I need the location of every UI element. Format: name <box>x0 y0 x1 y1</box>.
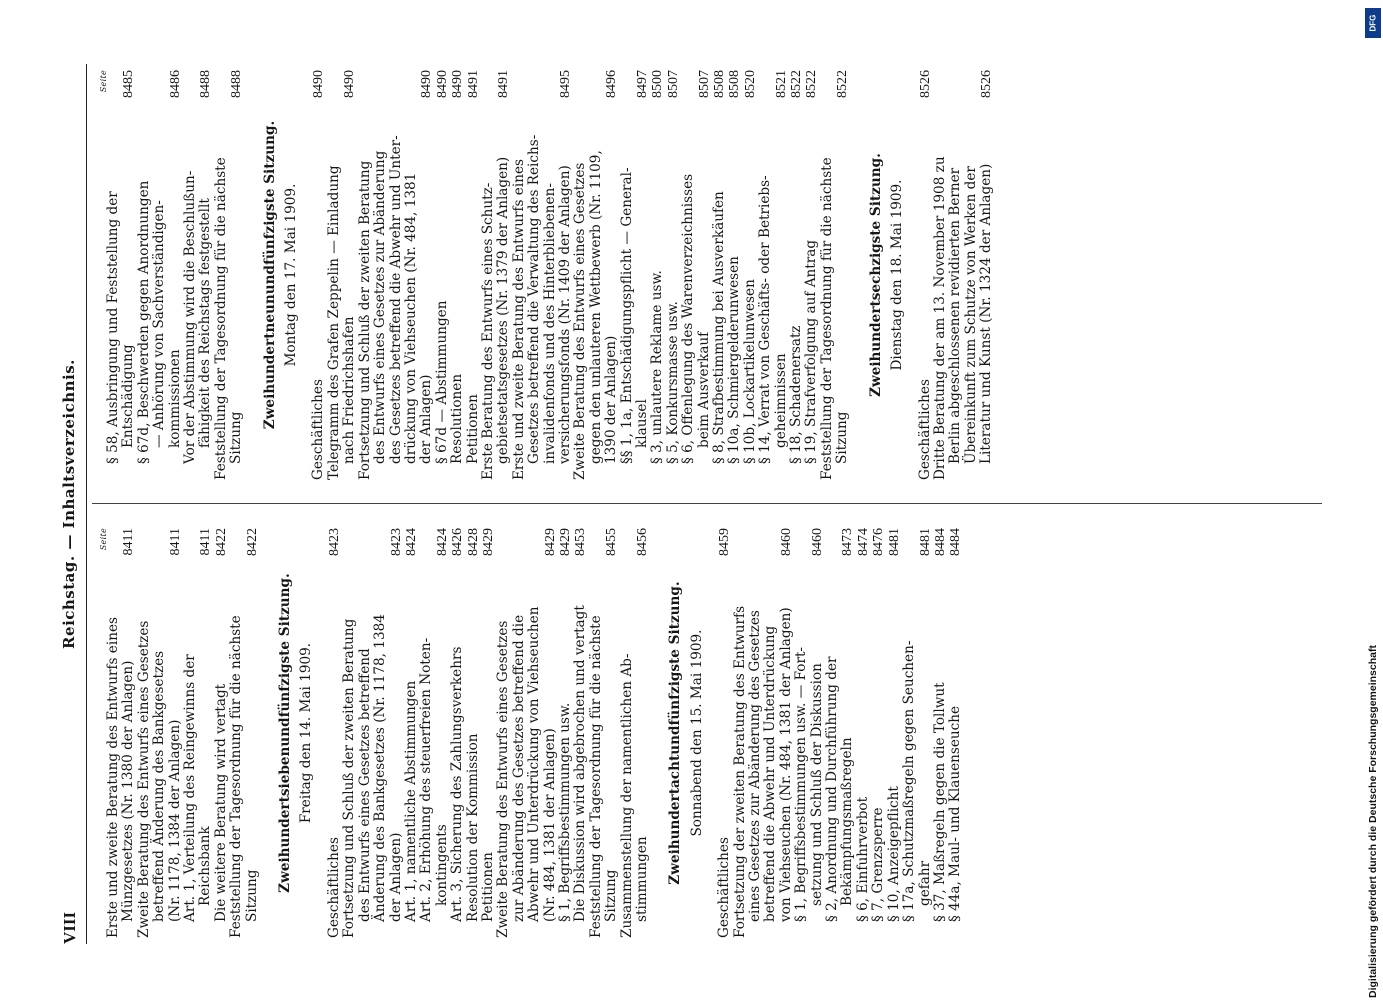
toc-entry <box>666 70 681 480</box>
toc-page-number: 8495 <box>557 70 573 98</box>
toc-entry-line: gebietsetatsgesetzes (Nr. 1379 der Anlagen) <box>495 156 512 464</box>
toc-entry <box>358 70 435 480</box>
toc-entry-text <box>419 564 450 938</box>
toc-page-number: 8490 <box>419 70 435 98</box>
toc-page-number: 8522 <box>835 70 851 98</box>
toc-entry <box>137 70 183 480</box>
toc-entry-line: des Gesetzes betreffend die Abwehr und Unter- <box>387 135 404 464</box>
toc-entry-line: § 18, Schadenersatz <box>788 325 805 464</box>
toc-entry-text <box>106 564 137 938</box>
toc-page-number: 8476 <box>871 528 887 556</box>
toc-entry-text <box>311 106 326 480</box>
toc-entry-line: Feststellung der Tagesordnung für die nächste <box>212 157 229 480</box>
toc-page-number: 8411 <box>167 528 183 556</box>
toc-entry-line: setzung und Schluß der Diskussion <box>808 663 825 906</box>
toc-entry-line: § 5, Konkursmasse usw. <box>664 301 681 464</box>
session-date: Montag den 17. Mai 1909. <box>283 183 300 367</box>
toc-entry-text <box>183 564 214 938</box>
toc-entry-text <box>733 564 795 938</box>
toc-page-number: 8422 <box>244 528 260 556</box>
toc-entry <box>481 70 512 480</box>
toc-entry <box>620 528 651 938</box>
toc-entry-line: § 1, Begriffsbestimmungen usw. <box>556 702 573 922</box>
toc-page-number: 8459 <box>717 528 733 556</box>
running-title: Reichstag. — Inhaltsverzeichnis. <box>60 359 78 649</box>
toc-entry-text <box>794 564 825 938</box>
toc-entry-line: Entschädigung <box>120 344 137 448</box>
toc-entry <box>820 70 851 480</box>
toc-entry <box>327 70 358 480</box>
toc-entry-line: Telegramm des Grafen Zeppelin — Einladung <box>325 165 342 480</box>
toc-entry-line: Geschäftliches <box>916 379 933 480</box>
toc-page-number: 8520 <box>742 70 758 98</box>
toc-entry <box>183 528 214 938</box>
toc-entry-line: kommissionen <box>166 349 183 448</box>
toc-entry <box>933 528 948 938</box>
toc-entry-line: § 2, Anordnung und Durchführung der <box>824 656 841 922</box>
toc-page-number: 8500 <box>650 70 666 98</box>
toc-entry <box>743 70 758 480</box>
toc-page-number: 8473 <box>840 528 856 556</box>
toc-entry-line: Die weitere Beratung wird vertagt <box>212 683 229 922</box>
toc-entry-line: des Entwurfs eines Gesetzes zur Abänderung <box>372 150 389 464</box>
toc-entry-text <box>496 564 558 938</box>
toc-entry-line: Zusammenstellung der namentlichen Ab- <box>618 653 635 938</box>
toc-entry <box>902 528 933 938</box>
toc-entry-text <box>229 564 260 938</box>
toc-entry-line: Literatur und Kunst (Nr. 1324 der Anlagen) <box>978 163 995 464</box>
toc-entry-text <box>137 564 183 938</box>
toc-entry-line: fähigkeit des Reichstags festgestellt <box>197 198 214 448</box>
toc-entry-line: eines Gesetzes zur Abänderung des Gesetzes <box>747 610 764 922</box>
toc-page-number: 8426 <box>450 528 466 556</box>
toc-entry-text <box>789 106 804 480</box>
toc-entry-text <box>435 106 450 480</box>
toc-entry-line: von Viehseuchen (Nr. 484, 1381 der Anlagen) <box>777 607 794 922</box>
toc-entry <box>871 528 886 938</box>
toc-entry-line: Bekämpfungsmaßregeln <box>839 737 856 906</box>
toc-entry-text <box>902 564 933 938</box>
page-header <box>58 64 84 944</box>
toc-entry-line: Fortsetzung und Schluß der zweiten Beratung <box>356 160 373 480</box>
toc-entry-text <box>918 106 933 480</box>
toc-page-number: 8526 <box>979 70 995 98</box>
toc-entry-line: § 67d, Beschwerden gegen Anordnungen <box>135 180 152 464</box>
toc-entry <box>573 528 588 938</box>
toc-entry-line: Berlin abgeschlossenen revidierten Berner <box>947 167 964 464</box>
toc-entry-line: beim Ausverkauf <box>695 331 712 448</box>
session-date: Freitag den 14. Mai 1909. <box>298 642 315 824</box>
toc-page-number: 8429 <box>557 528 573 556</box>
toc-entry-text <box>681 106 712 480</box>
toc-page-number: 8490 <box>342 70 358 98</box>
toc-entry <box>496 528 558 938</box>
toc-entry <box>804 70 819 480</box>
toc-entry-line: Die Diskussion wird abgebrochen und vertagt <box>572 605 589 922</box>
toc-entry-text <box>717 564 732 938</box>
toc-entry <box>450 528 465 938</box>
toc-page-number: 8497 <box>635 70 650 98</box>
toc-entry-line: § 10b, Lockartikelunwesen <box>741 279 758 464</box>
toc-entry-text <box>820 106 851 480</box>
toc-page-number: 8507 <box>696 70 712 98</box>
toc-page-number: 8411 <box>121 528 137 556</box>
toc-entry-line: nach Friedrichshafen <box>341 316 358 464</box>
toc-entry-text <box>712 106 727 480</box>
toc-entry-line: Geschäftliches <box>310 379 327 480</box>
toc-entry-text <box>825 564 856 938</box>
toc-entry-line: Feststellung der Tagesordnung für die nächste <box>587 615 604 938</box>
toc-page-number: 8488 <box>229 70 245 98</box>
toc-entry-text <box>558 564 573 938</box>
toc-entry-text <box>666 106 681 480</box>
toc-entry-text <box>327 106 358 480</box>
toc-page-number: 8456 <box>635 528 650 556</box>
toc-entry <box>620 70 651 480</box>
toc-page-number: 8490 <box>311 70 327 98</box>
toc-entry-line: § 10, Anzeigepflicht <box>885 786 902 922</box>
toc-entry <box>825 528 856 938</box>
toc-entry <box>512 70 574 480</box>
dfg-logo: DFG <box>1365 8 1381 38</box>
toc-entry-line: Erste und zweite Beratung des Entwurfs eines <box>510 159 527 480</box>
toc-entry-line: betreffend die Abwehr und Unterdrückung <box>762 625 779 922</box>
toc-entry-line: Geschäftliches <box>325 837 342 938</box>
toc-entry <box>758 70 789 480</box>
toc-entry-line: — Anhörung von Sachverständigen- <box>151 200 168 448</box>
toc-entry-text <box>871 564 886 938</box>
toc-entry-text <box>106 106 137 480</box>
toc-entry-line: Zweite Beratung des Entwurfs eines Gesetzes <box>572 162 589 480</box>
toc-page-number: 8411 <box>198 528 214 556</box>
toc-entry-line: zur Abänderung des Gesetzes betreffend die <box>510 614 527 922</box>
toc-entry <box>327 528 342 938</box>
toc-entry-line: Art. 2, Erhöhung des steuerfreien Noten- <box>418 637 435 922</box>
toc-entry-text <box>137 106 183 480</box>
toc-entry-text <box>450 106 465 480</box>
toc-entry-line: gegen den unlauteren Wettbewerb (Nr. 1109, <box>587 150 604 464</box>
toc-entry <box>137 528 183 938</box>
toc-entry <box>214 70 245 480</box>
toc-entry-line: Feststellung der Tagesordnung für die nächste <box>818 157 835 480</box>
toc-entry-line: § 6, Einfuhrverbot <box>854 796 871 922</box>
seite-label-right: Seite <box>99 70 108 93</box>
toc-entry-line: Petitionen <box>479 852 496 922</box>
toc-entry-line: Sitzung <box>228 411 245 464</box>
toc-entry <box>712 70 727 480</box>
toc-entry-line: § 14, Verrat von Geschäfts- oder Betriebs- <box>757 175 774 464</box>
toc-page-number: 8455 <box>604 528 620 556</box>
session-title: Zweihundertachtundfünfzigste Sitzung. <box>667 581 684 885</box>
seite-label-left: Seite <box>99 528 108 551</box>
session-title: Zweihundertsechzigste Sitzung. <box>867 153 884 397</box>
toc-entry-text <box>512 106 574 480</box>
toc-entry-text <box>620 106 651 480</box>
toc-page-number: 8490 <box>450 70 466 98</box>
toc-entry <box>419 528 450 938</box>
toc-entry-line: § 44a, Maul- und Klauenseuche <box>947 705 964 922</box>
toc-entry-text <box>933 564 948 938</box>
toc-entry <box>918 70 933 480</box>
toc-entry-text <box>404 564 419 938</box>
toc-entry-text <box>481 106 512 480</box>
toc-page-number: 8526 <box>917 70 933 98</box>
toc-entry-line: Sitzung <box>243 869 260 922</box>
column-divider <box>92 503 1322 504</box>
toc-entry <box>933 70 995 480</box>
toc-entry-line: § 58, Ausbringung und Feststellung der <box>105 191 121 464</box>
toc-page-number: 8508 <box>712 70 728 98</box>
toc-entry-line: Art. 1, namentliche Abstimmungen <box>402 680 419 922</box>
toc-page-number: 8481 <box>886 528 902 556</box>
toc-entry <box>183 70 214 480</box>
session-title: Zweihundertsiebenundfünfzigste Sitzung. <box>277 573 294 893</box>
toc-entry-line: kontingents <box>433 824 450 906</box>
toc-entry <box>311 70 326 480</box>
toc-entry-line: Sitzung <box>603 869 620 922</box>
toc-entry-text <box>358 106 435 480</box>
toc-page-number: 8496 <box>604 70 620 98</box>
toc-entry-text <box>214 106 245 480</box>
toc-entry-line: Fortsetzung der zweiten Beratung des Entwurfs <box>731 605 748 938</box>
toc-entry <box>106 70 137 480</box>
left-entries <box>106 528 964 938</box>
toc-entry <box>466 528 481 938</box>
toc-entry-text <box>466 106 481 480</box>
toc-entry <box>794 528 825 938</box>
toc-entry <box>106 528 137 938</box>
toc-entry <box>681 70 712 480</box>
toc-entry-line: Art. 1, Verteilung des Reingewinns der <box>182 654 199 922</box>
toc-entry-line: § 17a, Schutzmaßregeln gegen Seuchen- <box>901 640 918 922</box>
toc-page-number: 8507 <box>665 70 681 98</box>
toc-entry-line: §§ 1, 1a, Entschädigungspflicht — General- <box>618 167 635 464</box>
toc-entry-line: des Entwurfs eines Gesetzes betreffend <box>356 648 373 922</box>
toc-page-number: 8484 <box>948 528 964 556</box>
toc-page-number: 8522 <box>804 70 820 98</box>
toc-entry-text <box>183 106 214 480</box>
toc-entry-text <box>214 564 229 938</box>
toc-entry-line: stimmungen <box>634 836 650 922</box>
right-entries <box>106 70 995 480</box>
toc-entry-line: der Anlagen) <box>418 374 435 464</box>
toc-page-number: 8423 <box>388 528 404 556</box>
toc-page-number: 8460 <box>778 528 794 556</box>
funding-note-text: Digitalisierung gefördert durch die Deutsche Forschungsgemeinschaft <box>1367 645 1379 998</box>
toc-page-number: 8453 <box>573 528 589 556</box>
toc-page-number: 8424 <box>434 528 450 556</box>
toc-entry <box>342 528 404 938</box>
page-number: VIII <box>60 911 79 944</box>
toc-entry-text <box>948 564 963 938</box>
toc-entry <box>727 70 742 480</box>
toc-entry <box>435 70 450 480</box>
toc-entry-line: § 6, Offenlegung des Warenverzeichnisses <box>680 173 697 464</box>
toc-entry-line: (Nr. 1178, 1384 der Anlagen) <box>166 719 183 922</box>
toc-entry-line: Resolution der Kommission <box>464 733 481 922</box>
toc-entry <box>733 528 795 938</box>
toc-entry-line: Zweite Beratung des Entwurfs eines Gesetzes <box>495 620 512 938</box>
toc-entry-text <box>620 564 651 938</box>
toc-entry-line: Reichsbank <box>197 826 214 906</box>
toc-entry <box>789 70 804 480</box>
toc-entry-text <box>933 106 995 480</box>
toc-entry-line: Fortsetzung und Schluß der zweiten Beratung <box>341 618 358 938</box>
toc-page-number: 8491 <box>496 70 512 98</box>
toc-page-number: 8490 <box>434 70 450 98</box>
toc-page-number: 8508 <box>727 70 743 98</box>
toc-entry-line: § 3, unlautere Reklame usw. <box>649 270 666 464</box>
toc-entry-text <box>327 564 342 938</box>
toc-entry-line: § 1, Begriffsbestimmungen usw. — Fort- <box>793 646 810 922</box>
toc-entry-text <box>481 564 496 938</box>
toc-page-number: 8486 <box>167 70 183 98</box>
toc-page-number: 8484 <box>932 528 948 556</box>
header-rule <box>86 64 87 944</box>
toc-page-number: 8474 <box>855 528 871 556</box>
toc-entry-text <box>342 564 404 938</box>
toc-entry-line: drückung von Viehseuchen (Nr. 484, 1381 <box>402 172 419 464</box>
toc-entry-line: betreffend Änderung des Bankgesetzes <box>151 650 168 922</box>
toc-page-number: 8423 <box>326 528 342 556</box>
funding-note <box>1367 8 1381 998</box>
toc-entry-text <box>727 106 742 480</box>
toc-entry-text <box>650 106 665 480</box>
toc-entry-line: Übereinkunft zum Schutze von Werken der <box>962 166 979 464</box>
toc-entry-line: § 37, Maßregeln gegen die Tollwut <box>931 682 948 922</box>
toc-entry-text <box>573 106 619 480</box>
session-title: Zweihundertneunundfünfzigste Sitzung. <box>261 120 278 430</box>
toc-entry-text <box>856 564 871 938</box>
toc-entry <box>650 70 665 480</box>
toc-entry-line: der Anlagen) <box>387 832 404 922</box>
toc-entry <box>573 70 619 480</box>
toc-entry-text <box>466 564 481 938</box>
toc-entry-text <box>887 564 902 938</box>
toc-entry <box>589 528 620 938</box>
toc-page-number: 8481 <box>917 528 933 556</box>
toc-entry-line: Geschäftliches <box>716 837 733 938</box>
toc-entry-line: 1390 der Anlagen) <box>603 335 620 464</box>
toc-entry-line: Änderung des Bankgesetzes (Nr. 1178, 1384 <box>372 614 389 922</box>
toc-entry-text <box>589 564 620 938</box>
toc-entry-text <box>804 106 819 480</box>
toc-entry-line: Gesetzes betreffend die Verwaltung des Reichs- <box>526 134 543 464</box>
toc-page-number: 8428 <box>465 528 481 556</box>
session-date: Sonnabend den 15. Mai 1909. <box>688 629 705 837</box>
toc-entry <box>887 528 902 938</box>
toc-entry-line: Vor der Abstimmung wird die Beschlußun- <box>182 170 199 464</box>
left-column <box>96 528 1306 938</box>
toc-entry-line: § 8, Strafbestimmung bei Ausverkäufen <box>711 191 728 464</box>
toc-entry-text <box>758 106 789 480</box>
toc-entry-line: Erste und zweite Beratung des Entwurfs eines <box>105 617 121 938</box>
toc-page-number: 8485 <box>121 70 137 98</box>
toc-entry <box>481 528 496 938</box>
toc-entry-line: Petitionen <box>464 394 481 464</box>
toc-entry <box>856 528 871 938</box>
toc-page-number: 8491 <box>465 70 481 98</box>
toc-entry <box>214 528 229 938</box>
toc-page-number: 8521 <box>773 70 789 98</box>
toc-entry-line: Erste Beratung des Entwurfs eines Schutz- <box>479 182 496 480</box>
toc-page-number: 8429 <box>480 528 496 556</box>
toc-entry-line: Art. 3, Sicherung des Zahlungsverkehrs <box>449 646 466 922</box>
toc-page-number: 8522 <box>789 70 805 98</box>
toc-entry-text <box>743 106 758 480</box>
toc-entry <box>450 70 465 480</box>
right-column <box>96 70 1326 480</box>
toc-entry-line: gefahr <box>916 860 933 906</box>
toc-page-number: 8429 <box>542 528 558 556</box>
toc-entry-line: Zweite Beratung des Entwurfs eines Gesetzes <box>135 620 152 938</box>
toc-entry-line: (Nr. 484, 1381 der Anlagen) <box>541 728 558 922</box>
toc-entry-line: § 7, Grenzsperre <box>870 807 887 922</box>
toc-entry <box>717 528 732 938</box>
toc-entry-line: § 10a, Schmiergelderunwesen <box>726 256 743 464</box>
toc-entry-line: versicherungsfonds (Nr. 1409 der Anlagen) <box>556 165 573 464</box>
toc-page-number: 8460 <box>809 528 825 556</box>
toc-entry-line: Münzgesetzes (Nr. 1380 der Anlagen) <box>120 660 137 922</box>
toc-entry-line: invalidenfonds und des Hinterbliebenen- <box>541 183 558 464</box>
session-date: Dienstag den 18. Mai 1909. <box>889 179 906 371</box>
toc-entry <box>948 528 963 938</box>
toc-page-number: 8488 <box>198 70 214 98</box>
toc-entry-text <box>450 564 465 938</box>
toc-entry <box>466 70 481 480</box>
toc-entry-line: klausel <box>634 399 650 448</box>
toc-entry-line: § 67d — Abstimmungen <box>433 300 450 464</box>
toc-entry <box>404 528 419 938</box>
toc-entry <box>229 528 260 938</box>
toc-entry-line: Abwehr und Unterdrückung von Viehseuchen <box>526 606 543 922</box>
toc-page-number: 8422 <box>213 528 229 556</box>
toc-entry-line: Resolutionen <box>449 373 466 464</box>
toc-entry <box>558 528 573 938</box>
toc-entry-line: Feststellung der Tagesordnung für die nächste <box>228 615 245 938</box>
toc-entry-line: geheimnissen <box>772 353 789 448</box>
toc-page-number: 8424 <box>403 528 419 556</box>
toc-entry-text <box>573 564 588 938</box>
toc-entry-line: Sitzung <box>834 411 851 464</box>
toc-entry-line: Dritte Beratung der am 13. November 1908 zu <box>931 156 948 480</box>
toc-entry-line: § 19, Strafverfolgung auf Antrag <box>803 239 820 464</box>
